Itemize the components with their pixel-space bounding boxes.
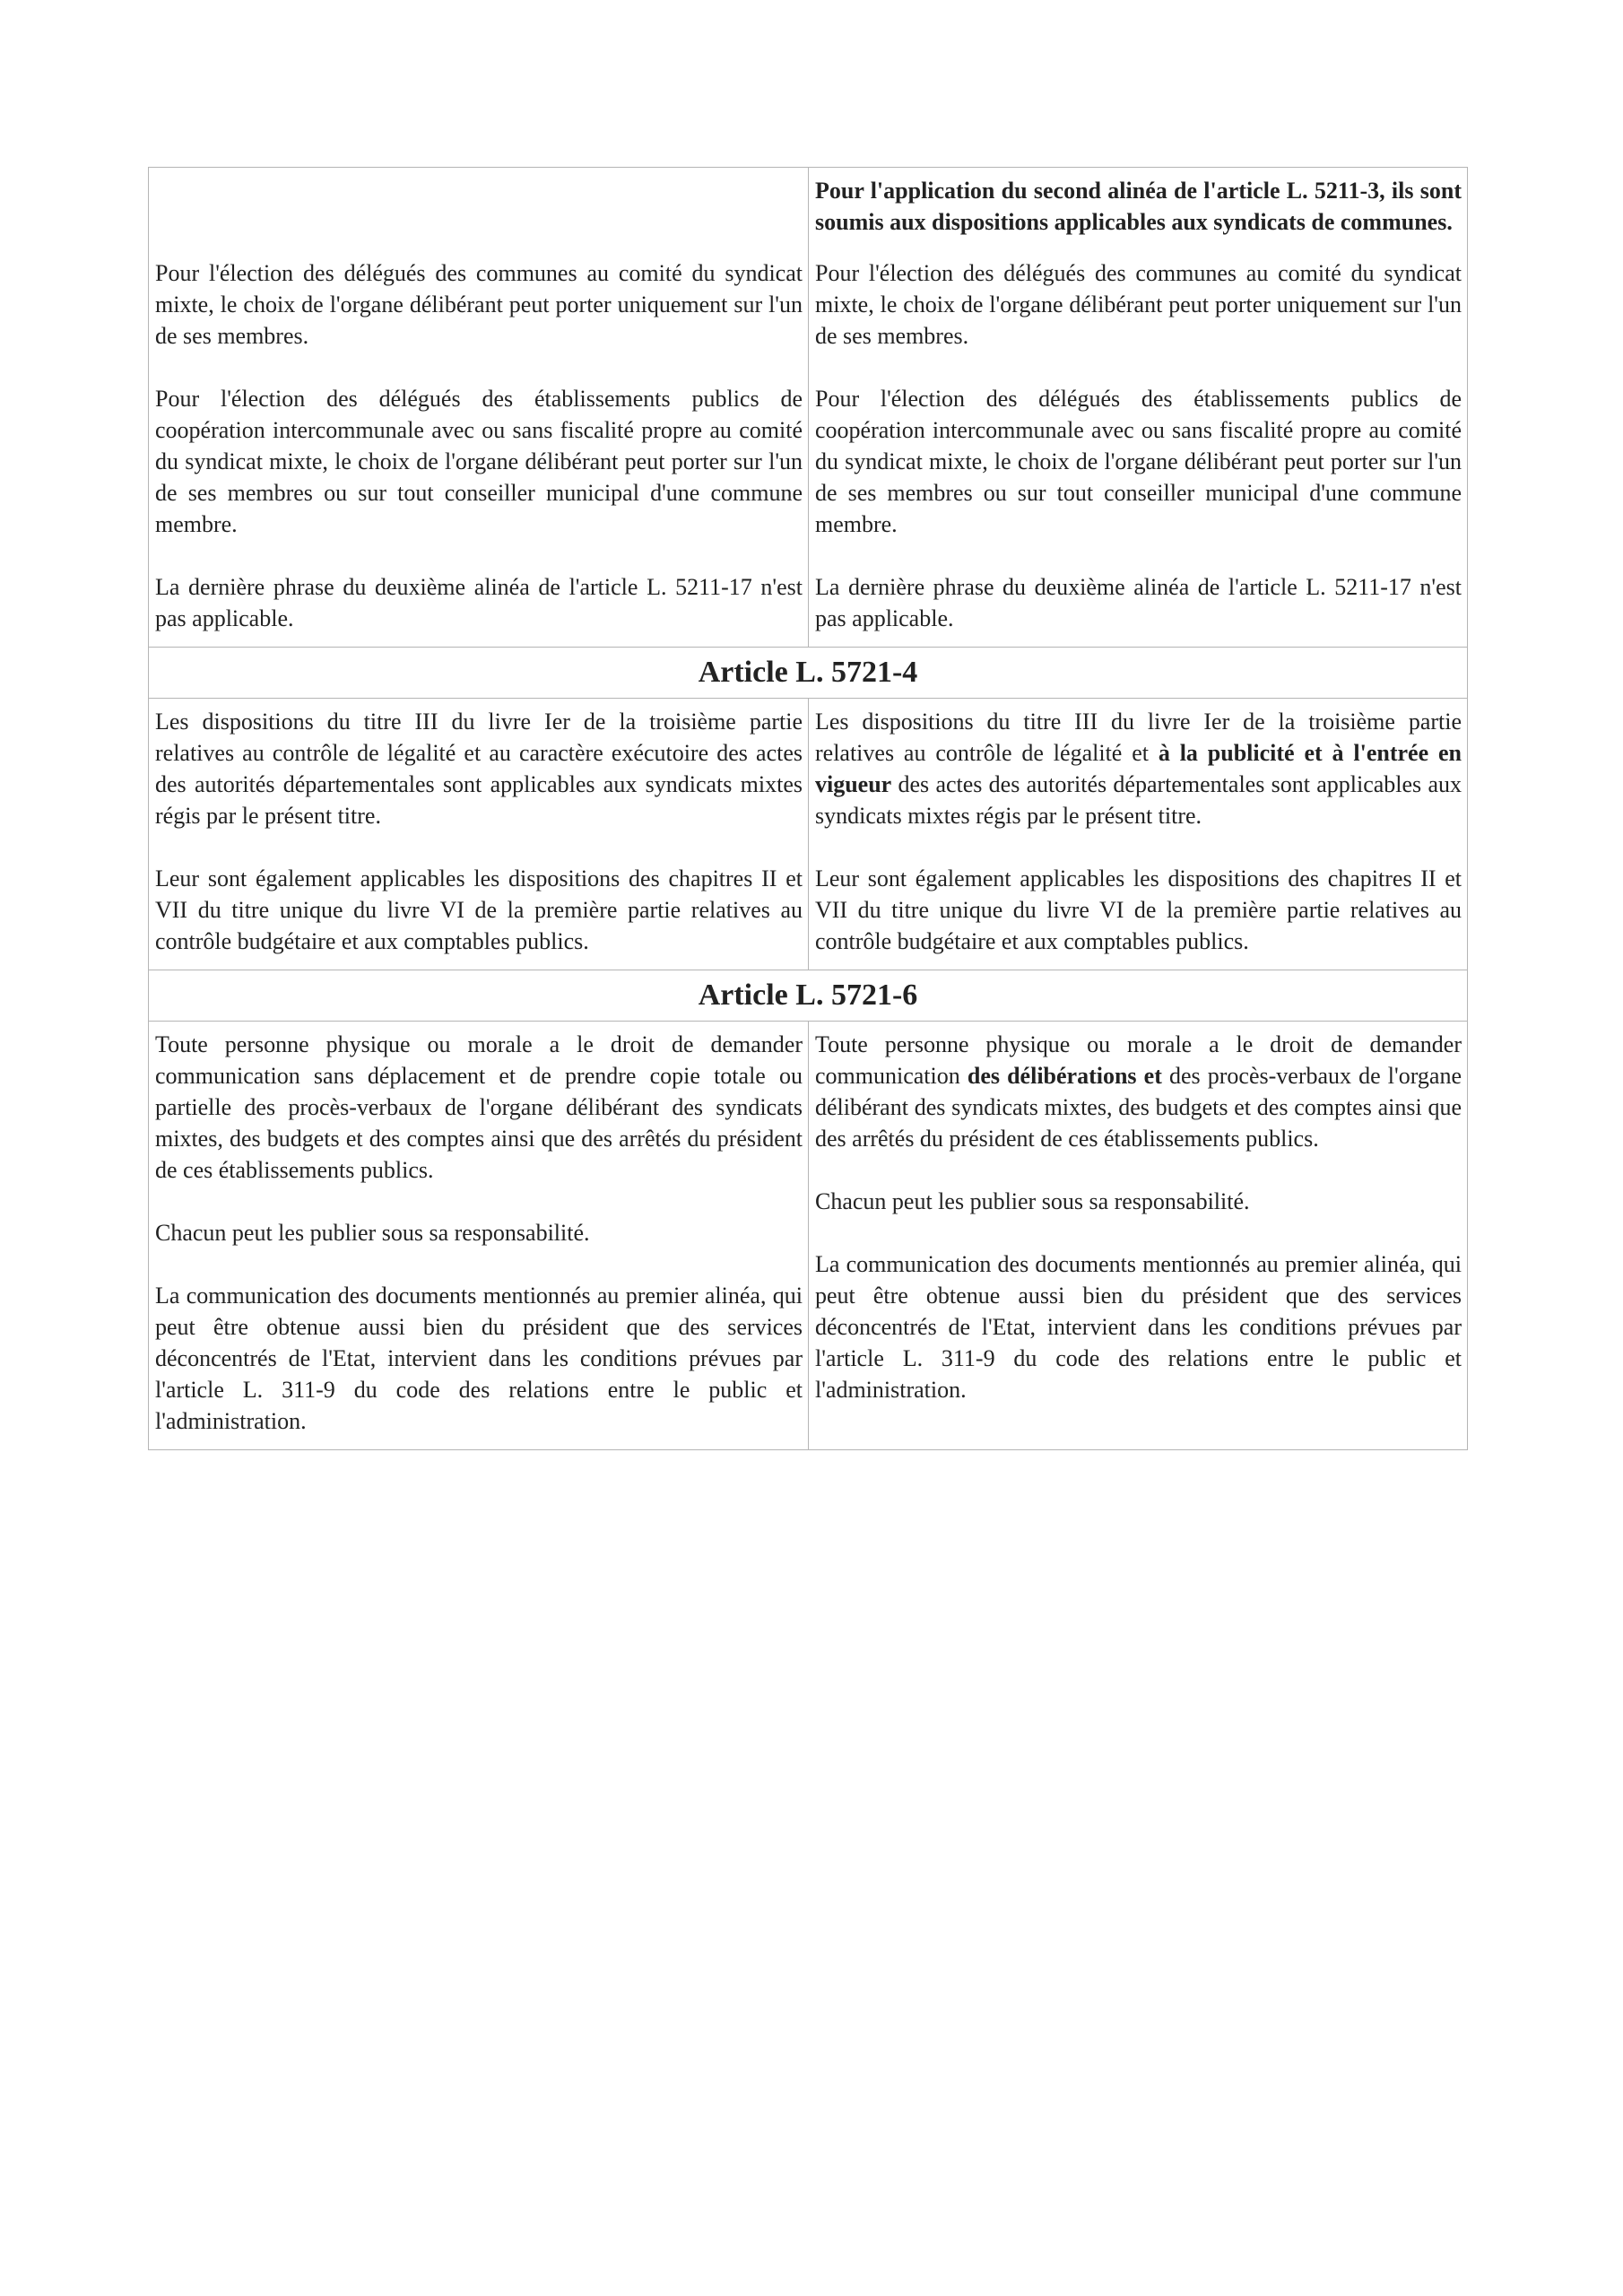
paragraph: Les dispositions du titre III du livre Ier de la troisième partie relatives au contrôle de légalité et à la publicité et à l'entrée en vigueur des actes des autorités départementales sont applicables aux syndicats mixtes régis par le présent titre. <box>815 709 1462 829</box>
table-row <box>149 168 1467 250</box>
paragraph: Pour l'élection des délégués des établissements publics de coopération intercommunale avec ou sans fiscalité propre au comité du syndicat mixte, le choix de l'organe délibérant peut porter sur l'un de ses membres ou sur tout conseiller municipal d'une commune membre. <box>815 386 1462 537</box>
article-heading: Article L. 5721-4 <box>149 647 1467 698</box>
paragraph: Chacun peut les publier sous sa responsabilité. <box>155 1220 590 1246</box>
left-column-cell <box>149 699 808 970</box>
left-column-cell <box>149 250 808 647</box>
paragraph: Pour l'élection des délégués des communes au comité du syndicat mixte, le choix de l'organe délibérant peut porter uniquement sur l'un de ses membres. <box>155 260 803 349</box>
paragraph: Pour l'élection des délégués des établissements publics de coopération intercommunale avec ou sans fiscalité propre au comité du syndicat mixte, le choix de l'organe délibérant peut porter sur l'un de ses membres ou sur tout conseiller municipal d'une commune membre. <box>155 386 803 537</box>
paragraph: La communication des documents mentionnés au premier alinéa, qui peut être obtenue aussi bien du président que des services déconcentrés de l'Etat, intervient dans les conditions prévues par l'article L. 311-9 du code des relations entre le public et l'administration. <box>815 1251 1462 1403</box>
left-column-cell <box>149 168 808 250</box>
paragraph: Leur sont également applicables les dispositions des chapitres II et VII du titre unique du livre VI de la première partie relatives au contrôle budgétaire et aux comptables publics. <box>155 865 803 954</box>
comparison-table <box>148 167 1468 1450</box>
paragraph: Chacun peut les publier sous sa responsabilité. <box>815 1188 1250 1214</box>
paragraph: Pour l'application du second alinéa de l'article L. 5211-3, ils sont soumis aux dispositions applicables aux syndicats de communes. <box>815 178 1462 235</box>
paragraph: La communication des documents mentionnés au premier alinéa, qui peut être obtenue aussi bien du président que des services déconcentrés de l'Etat, intervient dans les conditions prévues par l'article L. 311-9 du code des relations entre le public et l'administration. <box>155 1283 803 1434</box>
table-row <box>149 1021 1467 1449</box>
paragraph: Les dispositions du titre III du livre Ier de la troisième partie relatives au contrôle de légalité et au caractère exécutoire des actes des autorités départementales sont applicables aux syndicats mixtes régis par le présent titre. <box>155 709 803 829</box>
paragraph: La dernière phrase du deuxième alinéa de l'article L. 5211-17 n'est pas applicable. <box>155 574 803 631</box>
table-row <box>149 250 1467 647</box>
paragraph: Leur sont également applicables les dispositions des chapitres II et VII du titre unique du livre VI de la première partie relatives au contrôle budgétaire et aux comptables publics. <box>815 865 1462 954</box>
right-column-cell <box>808 699 1467 970</box>
paragraph: Toute personne physique ou morale a le droit de demander communication des délibérations et des procès-verbaux de l'organe délibérant des syndicats mixtes, des budgets et des comptes ainsi que des arrêtés du président de ces établissements publics. <box>815 1031 1462 1152</box>
paragraph: Pour l'élection des délégués des communes au comité du syndicat mixte, le choix de l'organe délibérant peut porter uniquement sur l'un de ses membres. <box>815 260 1462 349</box>
table-row <box>149 698 1467 970</box>
article-heading: Article L. 5721-6 <box>149 970 1467 1021</box>
paragraph: Toute personne physique ou morale a le droit de demander communication sans déplacement et de prendre copie totale ou partielle des procès-verbaux de l'organe délibérant des syndicats mixtes, des budgets et des comptes ainsi que des arrêtés du président de ces établissements publics. <box>155 1031 803 1183</box>
right-column-cell <box>808 1022 1467 1449</box>
right-column-cell <box>808 250 1467 647</box>
paragraph: La dernière phrase du deuxième alinéa de l'article L. 5211-17 n'est pas applicable. <box>815 574 1462 631</box>
right-column-cell <box>808 168 1467 250</box>
left-column-cell <box>149 1022 808 1449</box>
